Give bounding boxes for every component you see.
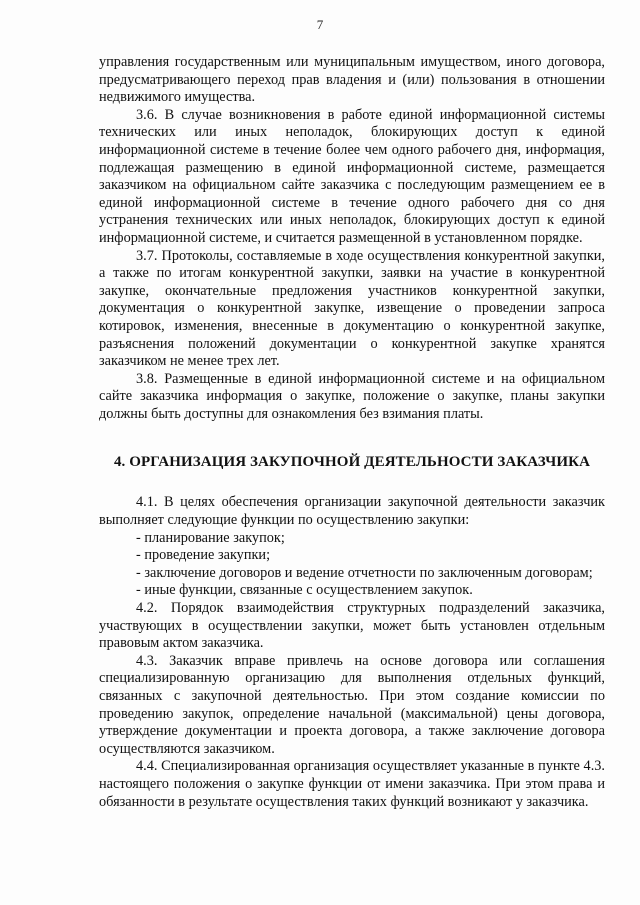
paragraph-3-6: 3.6. В случае возникновения в работе единой информационной системы технических или иных неполадок, блокирующих доступ к единой информационной системе в течение более чем одного рабочего дня, информация, подлежащая размещению в единой информационной системе, размещается заказчиком на официальном сайте заказчика с последующим размещением ее в единой информационной системе в течение одного рабочего дня со дня устранения технических или иных неполадок, блокирующих доступ к единой информационной системе, и считается размещенной в установленном порядке.	[99, 106, 605, 246]
paragraph-4-2: 4.2. Порядок взаимодействия структурных подразделений заказчика, участвующих в осуществлении закупки, может быть установлен отдельным правовым актом заказчика.	[99, 600, 605, 652]
list-item-conducting: - проведение закупки;	[136, 547, 271, 564]
paragraph-4-3: 4.3. Заказчик вправе привлечь на основе договора или соглашения специализированную организацию для выполнения отдельных функций, связанных с закупочной деятельностью. При этом создание комиссии по проведению закупок, определение начальной (максимальной) цены договора, утверждение документации и проекта договора, а также заключение договора осуществляются заказчиком.	[99, 652, 605, 757]
paragraph-3-8: 3.8. Размещенные в единой информационной системе и на официальном сайте заказчика информация о закупке, положение о закупке, планы закупки должны быть доступны для ознакомления без взимания платы.	[99, 370, 605, 422]
document-body	[99, 54, 605, 811]
paragraph-3-7: 3.7. Протоколы, составляемые в ходе осуществления конкурентной закупки, а также по итогам конкурентной закупки, заявки на участие в конкурентной закупке, окончательные предложения участников конкурентной закупки, документация о конкурентной закупке, извещение о проведении запроса котировок, изменения, внесенные в документацию о конкурентной закупке, разъяснения положений документации о конкурентной закупке хранятся заказчиком не менее трех лет.	[99, 247, 605, 370]
paragraph-continuation: управления государственным или муниципальным имуществом, иного договора, предусматривающего переход прав владения и (или) пользования в отношении недвижимого имущества.	[99, 54, 605, 106]
page-number: 7	[316, 17, 324, 32]
list-item-other-functions: - иные функции, связанные с осуществлением закупок.	[136, 582, 473, 599]
paragraph-4-1: 4.1. В целях обеспечения организации закупочной деятельности заказчик выполняет следующие функции по осуществлению закупки:	[99, 494, 605, 529]
paragraph-4-4: 4.4. Специализированная организация осуществляет указанные в пункте 4.3. настоящего положения о закупке функции от имени заказчика. При этом права и обязанности в результате осуществления таких функций возникают у заказчика.	[99, 758, 605, 810]
list-item-contracts: - заключение договоров и ведение отчетности по заключенным договорам;	[136, 564, 593, 581]
list-item-planning: - планирование закупок;	[136, 529, 285, 546]
section-heading: 4. ОРГАНИЗАЦИЯ ЗАКУПОЧНОЙ ДЕЯТЕЛЬНОСТИ ЗАКАЗЧИКА	[113, 454, 591, 471]
